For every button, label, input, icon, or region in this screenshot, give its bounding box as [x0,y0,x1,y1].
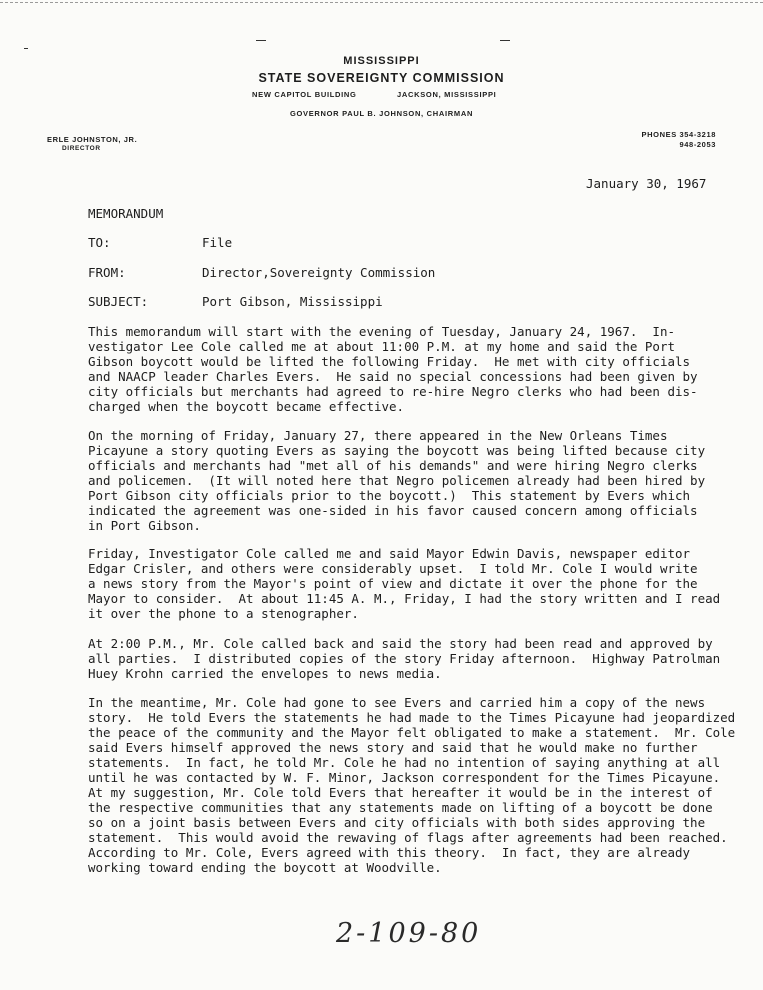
letterhead-building: NEW CAPITOL BUILDING [252,90,357,99]
subject-label: SUBJECT: [88,294,149,309]
to-value: File [202,235,233,250]
scan-edge-line [0,2,763,4]
body-paragraph-2: On the morning of Friday, January 27, there appeared in the New Orleans Times Picayune a story quoting Evers as saying the boycott was being lifted because city officials and merchants had "met all of his demands" and were hiring Negro clerks and policemen. (It will noted here that Negro policemen already had been hired by Port Gibson city officials prior to the boycott.) This statement by Evers which indicated the agreement was one-sided in his favor caused concern among officials in Port Gibson. [88,428,706,533]
body-paragraph-5: In the meantime, Mr. Cole had gone to see Evers and carried him a copy of the news story. He told Evers the statements he had made to the Times Picayune had jeopardized the peace of the community and the Mayor felt obligated to make a statement. Mr. Cole said Evers himself approved the news story and said that he would make no further statements. In fact, he told Mr. Cole he had no intention of saying anything at all until he was contacted by W. F. Minor, Jackson correspondent for the Times Picayune. At my suggestion, Mr. Cole told Evers that hereafter it would be in the interest of the respective communities that any statements made on lifting of a boycott be done so on a joint basis between Evers and city officials with both sides approving the statement. This would avoid the rewaving of flags after agreements had been reached. According to Mr. Cole, Evers agreed with this theory. In fact, they are already working toward ending the boycott at Woodville. [88,695,736,875]
phone-primary: PHONES 354-3218 [641,130,716,139]
handwritten-file-number: 2-109-80 [336,918,482,949]
memo-title: MEMORANDUM [88,206,164,221]
scan-mark [500,40,510,41]
from-value: Director,Sovereignty Commission [202,265,436,280]
scan-mark [24,48,28,49]
letterhead-state: MISSISSIPPI [343,55,420,67]
phone-secondary: 948-2053 [679,140,716,149]
memo-date: January 30, 1967 [586,176,707,191]
letterhead-governor: GOVERNOR PAUL B. JOHNSON, CHAIRMAN [289,109,474,118]
body-paragraph-1: This memorandum will start with the evening of Tuesday, January 24, 1967. In- vestigator Lee Cole called me at about 11:00 P.M. at my home and said the Port Gibson boycott would be lifted the following Friday. He met with city officials and NAACP leader Charles Evers. He said no special concessions had been given by city officials but merchants had agreed to re-hire Negro clerks who had been dis- charged when the boycott became effective. [88,324,698,414]
from-label: FROM: [88,265,126,280]
director-name: ERLE JOHNSTON, JR. [47,135,138,144]
to-label: TO: [88,235,111,250]
letterhead-address [252,90,517,99]
director-title: DIRECTOR [62,145,101,152]
subject-value: Port Gibson, Mississippi [202,294,383,309]
body-paragraph-3: Friday, Investigator Cole called me and said Mayor Edwin Davis, newspaper editor Edgar Crisler, and others were considerably upset. I told Mr. Cole I would write a news story from the Mayor's point of view and dictate it over the phone for the Mayor to consider. At about 11:45 A. M., Friday, I had the story written and I read it over the phone to a stenographer. [88,546,721,621]
body-paragraph-4: At 2:00 P.M., Mr. Cole called back and said the story had been read and approved by all parties. I distributed copies of the story Friday afternoon. Highway Patrolman Huey Krohn carried the envelopes to news media. [88,636,721,681]
letterhead-agency: STATE SOVEREIGNTY COMMISSION [258,71,505,85]
scan-mark [256,40,266,41]
letterhead-city: JACKSON, MISSISSIPPI [397,90,497,99]
phone-numbers [600,130,716,150]
